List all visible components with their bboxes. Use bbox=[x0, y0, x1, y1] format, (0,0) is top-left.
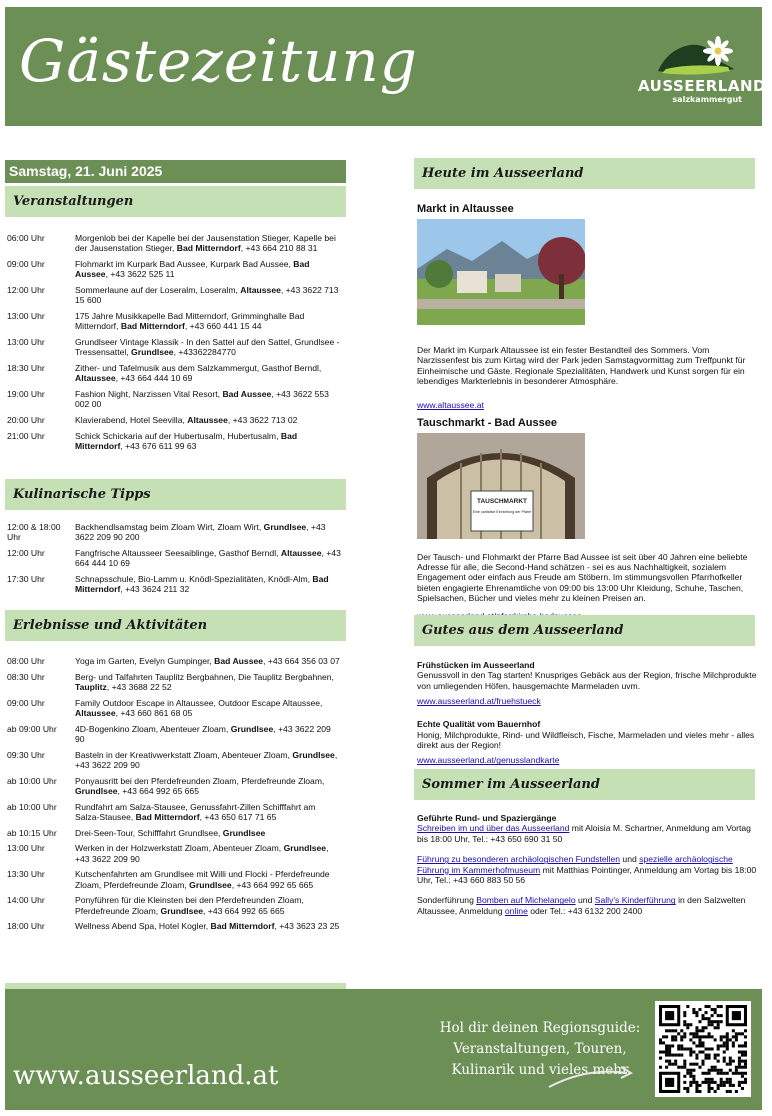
fuehrung-archaeologie bbox=[417, 854, 757, 885]
event-description bbox=[75, 802, 342, 823]
event-description bbox=[75, 656, 342, 666]
event-row bbox=[7, 285, 342, 306]
ausseerland-logo bbox=[638, 29, 766, 109]
event-text: 4D-Bogenkino Zloam, Abenteuer Zloam, bbox=[75, 723, 231, 734]
event-phone: , +43 664 992 65 665 bbox=[117, 786, 199, 796]
event-place: Grundlsee bbox=[222, 827, 266, 838]
section-gutes: Gutes aus dem Ausseerland bbox=[414, 615, 755, 646]
event-place: Bad Mitterndorf bbox=[210, 921, 275, 932]
event-description bbox=[75, 843, 342, 864]
markt-link[interactable]: www.altaussee.at bbox=[417, 399, 484, 410]
event-time: 21:00 Uhr bbox=[7, 430, 45, 441]
event-text: Yoga im Garten, Evelyn Gumpinger, bbox=[75, 656, 215, 666]
event-place: Bad Aussee bbox=[75, 259, 310, 280]
fruehstueck-body: Genussvoll in den Tag starten! Knuspriges Gebäck aus der Region, frische Milchprodukte von umliegenden Höfen, hausgemachte Marmeladen uvm. bbox=[417, 670, 757, 691]
tausch-photo bbox=[417, 433, 585, 539]
event-place: Altaussee bbox=[187, 415, 228, 425]
event-description bbox=[75, 363, 342, 384]
event-row bbox=[7, 843, 342, 864]
event-phone: , +43 664 356 03 07 bbox=[263, 656, 340, 666]
event-row bbox=[7, 750, 342, 771]
event-place: Grundlsee bbox=[230, 723, 274, 734]
fuehrung-salzwelten bbox=[417, 895, 757, 916]
event-place: Grundlsee bbox=[75, 786, 118, 796]
markt-photo bbox=[417, 219, 585, 325]
kinderfuehrung-link[interactable]: Sally's Kinderführung bbox=[594, 895, 676, 906]
event-phone: , +43362284770 bbox=[173, 347, 236, 358]
event-time: 13:30 Uhr bbox=[7, 869, 45, 880]
fundstellen-link[interactable]: Führung zu besonderen archäologischen Fundstellen bbox=[417, 854, 621, 865]
event-time: 08:00 Uhr bbox=[7, 656, 45, 666]
event-row bbox=[7, 698, 342, 719]
event-time: 13:00 Uhr bbox=[7, 311, 45, 321]
fuehrung-und-1: und bbox=[620, 854, 640, 865]
event-description bbox=[75, 698, 342, 719]
event-description bbox=[75, 415, 342, 425]
gutes-articles bbox=[417, 660, 757, 768]
event-time: 09:30 Uhr bbox=[7, 749, 45, 760]
promo-line-3: Kulinarik und vieles mehr bbox=[451, 1062, 629, 1078]
markt-title: Markt in Altaussee bbox=[417, 203, 514, 215]
event-time: 18:30 Uhr bbox=[7, 363, 45, 373]
event-text: Drei-Seen-Tour, Schifffahrt Grundlsee, bbox=[75, 827, 223, 838]
event-text: Schick Schickaria auf der Hubertusalm, Hubertusalm, bbox=[75, 430, 281, 441]
event-place: Grundlsee bbox=[160, 905, 204, 916]
event-text: Basteln in der Kreativwerkstatt Zloam, Abenteuer Zloam, bbox=[75, 749, 293, 760]
bauernhof-title: Echte Qualität vom Bauernhof bbox=[417, 719, 541, 730]
event-phone: , +43 660 441 15 44 bbox=[184, 321, 262, 332]
event-row bbox=[7, 363, 342, 384]
event-time: 12:00 Uhr bbox=[7, 285, 45, 295]
event-place: Tauplitz bbox=[75, 682, 107, 692]
event-row bbox=[7, 802, 342, 823]
veranstaltungen-list bbox=[7, 233, 342, 457]
event-description bbox=[75, 828, 342, 838]
event-description bbox=[75, 776, 342, 797]
event-description bbox=[75, 522, 342, 543]
event-time: 09:00 Uhr bbox=[7, 697, 45, 708]
event-description bbox=[75, 548, 342, 569]
header-banner bbox=[5, 7, 766, 126]
event-place: Grundlsee bbox=[131, 347, 174, 358]
event-time: 12:00 Uhr bbox=[7, 548, 45, 558]
event-place: Bad Mitterndorf bbox=[75, 430, 298, 451]
footer-banner bbox=[5, 989, 762, 1110]
event-place: Bad Mitterndorf bbox=[75, 574, 329, 595]
event-place: Altaussee bbox=[240, 285, 281, 295]
event-text: Zither- und Tafelmusik aus dem Salzkammergut, Gasthof Berndl, bbox=[75, 363, 322, 373]
event-phone: , +43 3622 525 11 bbox=[105, 269, 175, 280]
event-phone: , +43 676 611 99 63 bbox=[120, 441, 197, 451]
event-row bbox=[7, 431, 342, 452]
event-phone: , +43 664 992 65 665 bbox=[231, 879, 314, 890]
event-place: Grundlsee bbox=[189, 879, 232, 890]
event-text: Flohmarkt im Kurpark Bad Aussee, Kurpark Bad Aussee, bbox=[75, 259, 294, 269]
event-time: 14:00 Uhr bbox=[7, 895, 45, 906]
event-description bbox=[75, 431, 342, 452]
erlebnisse-list bbox=[7, 656, 342, 937]
kammerhofmuseum-link[interactable]: spezielle archäologische Führung im Kammerhofmuseum bbox=[417, 854, 733, 875]
event-text: Klavierabend, Hotel Seevilla, bbox=[75, 415, 188, 425]
tausch-body: Der Tausch- und Flohmarkt der Pfarre Bad Aussee ist seit über 40 Jahren eine beliebte Adresse für alle, die Second-Hand schätzen - sei es aus Nachhaltigkeit, sozialem Engagement oder einfach aus Freude am Stöbern. Im stimmungsvollen Pfarrhofkeller bieten engagierte Ehrenamtliche von 09:00 bis 13:00 Uhr Kleidung, Schuhe, Taschen, Spielsachen, Bücher und vieles mehr zu kleinen Preisen an. bbox=[417, 551, 748, 604]
event-text: Ponyführen für die Kleinsten bei den Pferdefreunden Zloam, Pferdefreunde Zloam, bbox=[75, 895, 304, 916]
salzwelten-tel: oder Tel.: +43 6132 200 2400 bbox=[527, 905, 643, 916]
event-phone: , +43 3622 713 02 bbox=[227, 415, 298, 425]
event-time: ab 10:00 Uhr bbox=[7, 801, 57, 812]
event-phone: , +43 3622 209 90 bbox=[75, 843, 329, 864]
fuehrung-schreiben-text: mit Aloisia M. Schartner, Anmeldung am Vortag bis 18:00 Uhr, Tel.: +43 650 690 31 50 bbox=[417, 823, 751, 844]
event-phone: , +43 650 617 71 65 bbox=[199, 812, 277, 822]
event-description bbox=[75, 574, 342, 595]
event-text: Rundfahrt am Salza-Stausee, Genussfahrt-Zillen Schifffahrt am Salza-Stausee, bbox=[75, 801, 316, 822]
event-time: ab 10:15 Uhr bbox=[7, 827, 57, 838]
event-description bbox=[75, 337, 342, 358]
event-time: 13:00 Uhr bbox=[7, 843, 45, 854]
event-phone: , +43 3622 209 90 bbox=[75, 749, 338, 770]
event-text: Berg- und Talfahrten Tauplitz Bergbahnen, Die Tauplitz Bergbahnen, bbox=[75, 671, 334, 682]
event-phone: , +43 3622 209 90 bbox=[75, 723, 331, 744]
event-row bbox=[7, 656, 342, 666]
event-text: Grundlseer Vintage Klassik - In den Sattel auf den Sattel, Grundlsee - Tressensattel, bbox=[75, 337, 340, 358]
fuehrungen-title: Geführte Rund- und Spaziergänge bbox=[417, 813, 557, 823]
event-row bbox=[7, 921, 342, 931]
event-place: Bad Mitterndorf bbox=[120, 321, 185, 332]
event-place: Grundlsee bbox=[263, 522, 307, 532]
event-phone: , +43 664 210 88 31 bbox=[240, 243, 318, 254]
event-description bbox=[75, 895, 342, 916]
event-row bbox=[7, 337, 342, 358]
kulinarik-list bbox=[7, 522, 342, 600]
event-phone: , +43 3622 713 15 600 bbox=[75, 285, 339, 306]
event-text: Schnapsschule, Bio-Lamm u. Knödl-Spezialitäten, Knödl-Alm, bbox=[75, 574, 313, 584]
event-phone: , +43 3622 553 002 00 bbox=[75, 389, 329, 410]
event-time: 19:00 Uhr bbox=[7, 389, 45, 399]
event-text: Family Outdoor Escape in Altaussee, Outdoor Escape Altaussee, bbox=[75, 697, 323, 708]
event-place: Bad Mitterndorf bbox=[176, 243, 241, 254]
event-description bbox=[75, 869, 342, 890]
event-time: 18:00 Uhr bbox=[7, 921, 45, 932]
fuehrung-schreiben-link[interactable]: Schreiben im und über das Ausseerland bbox=[417, 823, 570, 834]
event-text: Wellness Abend Spa, Hotel Kogler, bbox=[75, 921, 211, 932]
event-text: Fashion Night, Narzissen Vital Resort, bbox=[75, 389, 223, 399]
event-place: Grundlsee bbox=[292, 749, 335, 760]
section-erlebnisse: Erlebnisse und Aktivitäten bbox=[5, 610, 346, 641]
event-description bbox=[75, 389, 342, 410]
event-text: Sommerlaune auf der Loseralm, Loseralm, bbox=[75, 285, 241, 295]
tausch-title: Tauschmarkt - Bad Aussee bbox=[417, 416, 557, 429]
event-description bbox=[75, 311, 342, 332]
bomben-link[interactable]: Bomben auf Michelangelo bbox=[476, 895, 576, 906]
bauernhof-link[interactable]: www.ausseerland.at/genusslandkarte bbox=[417, 755, 560, 766]
event-phone: , +43 664 992 65 665 bbox=[203, 905, 285, 916]
event-description bbox=[75, 724, 342, 745]
event-row bbox=[7, 548, 342, 569]
event-text: Ponyausritt bei den Pferdefreunden Zloam, Pferdefreunde Zloam, bbox=[75, 775, 325, 786]
event-description bbox=[75, 259, 342, 280]
event-description bbox=[75, 233, 342, 254]
event-row bbox=[7, 895, 342, 916]
event-place: Altaussee bbox=[280, 548, 322, 558]
event-phone: , +43 664 444 10 69 bbox=[115, 373, 193, 384]
tausch-sign-text: TAUSCHMARKT bbox=[476, 497, 528, 505]
fuehrung-schreiben bbox=[417, 823, 757, 844]
event-row bbox=[7, 522, 342, 543]
event-phone: , +43 3622 209 90 200 bbox=[75, 522, 326, 543]
event-phone: , +43 3688 22 52 bbox=[106, 682, 172, 692]
event-row bbox=[7, 869, 342, 890]
event-description bbox=[75, 285, 342, 306]
event-time: 13:00 Uhr bbox=[7, 337, 45, 347]
event-place: Grundlsee bbox=[283, 843, 327, 854]
event-row bbox=[7, 672, 342, 693]
logo-wordmark: AUSSEERLAND bbox=[638, 77, 766, 95]
event-row bbox=[7, 233, 342, 254]
event-text: Morgenlob bei der Kapelle bei der Jausenstation Stieger, Kapelle bei der Jausenstation Stieger, bbox=[75, 233, 336, 254]
event-text: 175 Jahre Musikkapelle Bad Mitterndorf, Grimminghalle Bad Mitterndorf, bbox=[75, 311, 305, 332]
salzwelten-text: in den Salzwelten Altaussee, Anmeldung bbox=[417, 895, 746, 916]
event-time: 17:30 Uhr bbox=[7, 574, 45, 584]
section-sommer: Sommer im Ausseerland bbox=[414, 769, 755, 800]
sonderfuehrung-label: Sonderführung bbox=[417, 895, 477, 906]
event-time: 08:30 Uhr bbox=[7, 671, 45, 682]
masthead-title: Gästezeitung bbox=[19, 27, 418, 95]
fruehstueck-title: Frühstücken im Ausseerland bbox=[417, 660, 535, 670]
fuehrung-archaeologie-text: mit Matthias Pointinger, Anmeldung am Vortag bis 18:00 Uhr, Tel.: +43 660 883 50 56 bbox=[417, 864, 757, 886]
event-description bbox=[75, 750, 342, 771]
arrow-icon bbox=[547, 1061, 637, 1091]
event-row bbox=[7, 259, 342, 280]
event-phone: , +43 3623 23 25 bbox=[274, 921, 340, 932]
event-description bbox=[75, 672, 342, 693]
event-time: 12:00 & 18:00 Uhr bbox=[7, 522, 61, 543]
event-description bbox=[75, 921, 342, 931]
bauernhof-body: Honig, Milchprodukte, Rind- und Wildfleisch, Fische, Marmeladen und vieles mehr - alles direkt aus der Region! bbox=[417, 729, 755, 751]
qr-code[interactable] bbox=[655, 1001, 751, 1097]
section-heute: Heute im Ausseerland bbox=[414, 158, 755, 189]
event-row bbox=[7, 828, 342, 838]
markt-body: Der Markt im Kurpark Altaussee ist ein fester Bestandteil des Sommers. Vom Narzissenfest bis zum Kirtag wird der Park jeden Samstagvormittag zum Treffpunkt für Einheimische und Gäste. Regionale Spezialitäten, Handwerk und Kunst sorgen für ein lebendiges Markterlebnis in besonderer Atmosphäre. bbox=[417, 345, 746, 387]
date-heading: Samstag, 21. Juni 2025 bbox=[5, 160, 346, 183]
event-phone: , +43 3624 211 32 bbox=[120, 584, 190, 595]
event-time: 09:00 Uhr bbox=[7, 259, 45, 269]
event-row bbox=[7, 776, 342, 797]
event-row bbox=[7, 415, 342, 425]
promo-line-1: Hol dir deinen Regionsguide: bbox=[439, 1020, 641, 1036]
fruehstueck-link[interactable]: www.ausseerland.at/fruehstueck bbox=[417, 696, 541, 707]
qr-code-icon bbox=[659, 1005, 747, 1093]
sommer-articles bbox=[417, 813, 757, 916]
event-time: 06:00 Uhr bbox=[7, 233, 45, 243]
event-phone: , +43 664 444 10 69 bbox=[75, 548, 341, 569]
event-time: ab 10:00 Uhr bbox=[7, 775, 57, 786]
event-row bbox=[7, 574, 342, 595]
event-place: Altaussee bbox=[75, 708, 116, 718]
heute-articles bbox=[417, 203, 757, 624]
tausch-sign-subtext: Eine caritative Einrichtung der Pfarre bbox=[472, 509, 532, 514]
event-text: Backhendlsamstag beim Zloam Wirt, Zloam Wirt, bbox=[75, 522, 264, 532]
event-time: 20:00 Uhr bbox=[7, 415, 45, 425]
event-phone: , +43 660 861 68 05 bbox=[115, 708, 193, 718]
section-kulinarik: Kulinarische Tipps bbox=[5, 479, 346, 510]
fuehrung-und-2: und bbox=[575, 895, 595, 906]
event-row bbox=[7, 311, 342, 332]
event-place: Bad Mitterndorf bbox=[135, 812, 200, 822]
event-row bbox=[7, 724, 342, 745]
event-place: Bad Aussee bbox=[222, 389, 272, 399]
section-veranstaltungen: Veranstaltungen bbox=[5, 186, 346, 217]
event-place: Bad Aussee bbox=[214, 656, 264, 666]
online-link[interactable]: online bbox=[504, 905, 528, 916]
event-row bbox=[7, 389, 342, 410]
event-text: Fangfrische Altausseer Seesaiblinge, Gasthof Berndl, bbox=[75, 548, 281, 558]
event-text: Werken in der Holzwerkstatt Zloam, Abenteuer Zloam, bbox=[75, 843, 284, 854]
footer-url[interactable]: www.ausseerland.at bbox=[13, 1061, 279, 1091]
logo-subtitle: salzkammergut bbox=[672, 95, 742, 104]
promo-line-2: Veranstaltungen, Touren, bbox=[453, 1041, 627, 1057]
event-time: ab 09:00 Uhr bbox=[7, 723, 57, 734]
event-text: Kutschenfahrten am Grundlsee mit Willi und Flocki - Pferdefreunde Zloam, Pferdefreunde Zloam, bbox=[75, 869, 330, 890]
event-place: Altaussee bbox=[75, 373, 116, 384]
